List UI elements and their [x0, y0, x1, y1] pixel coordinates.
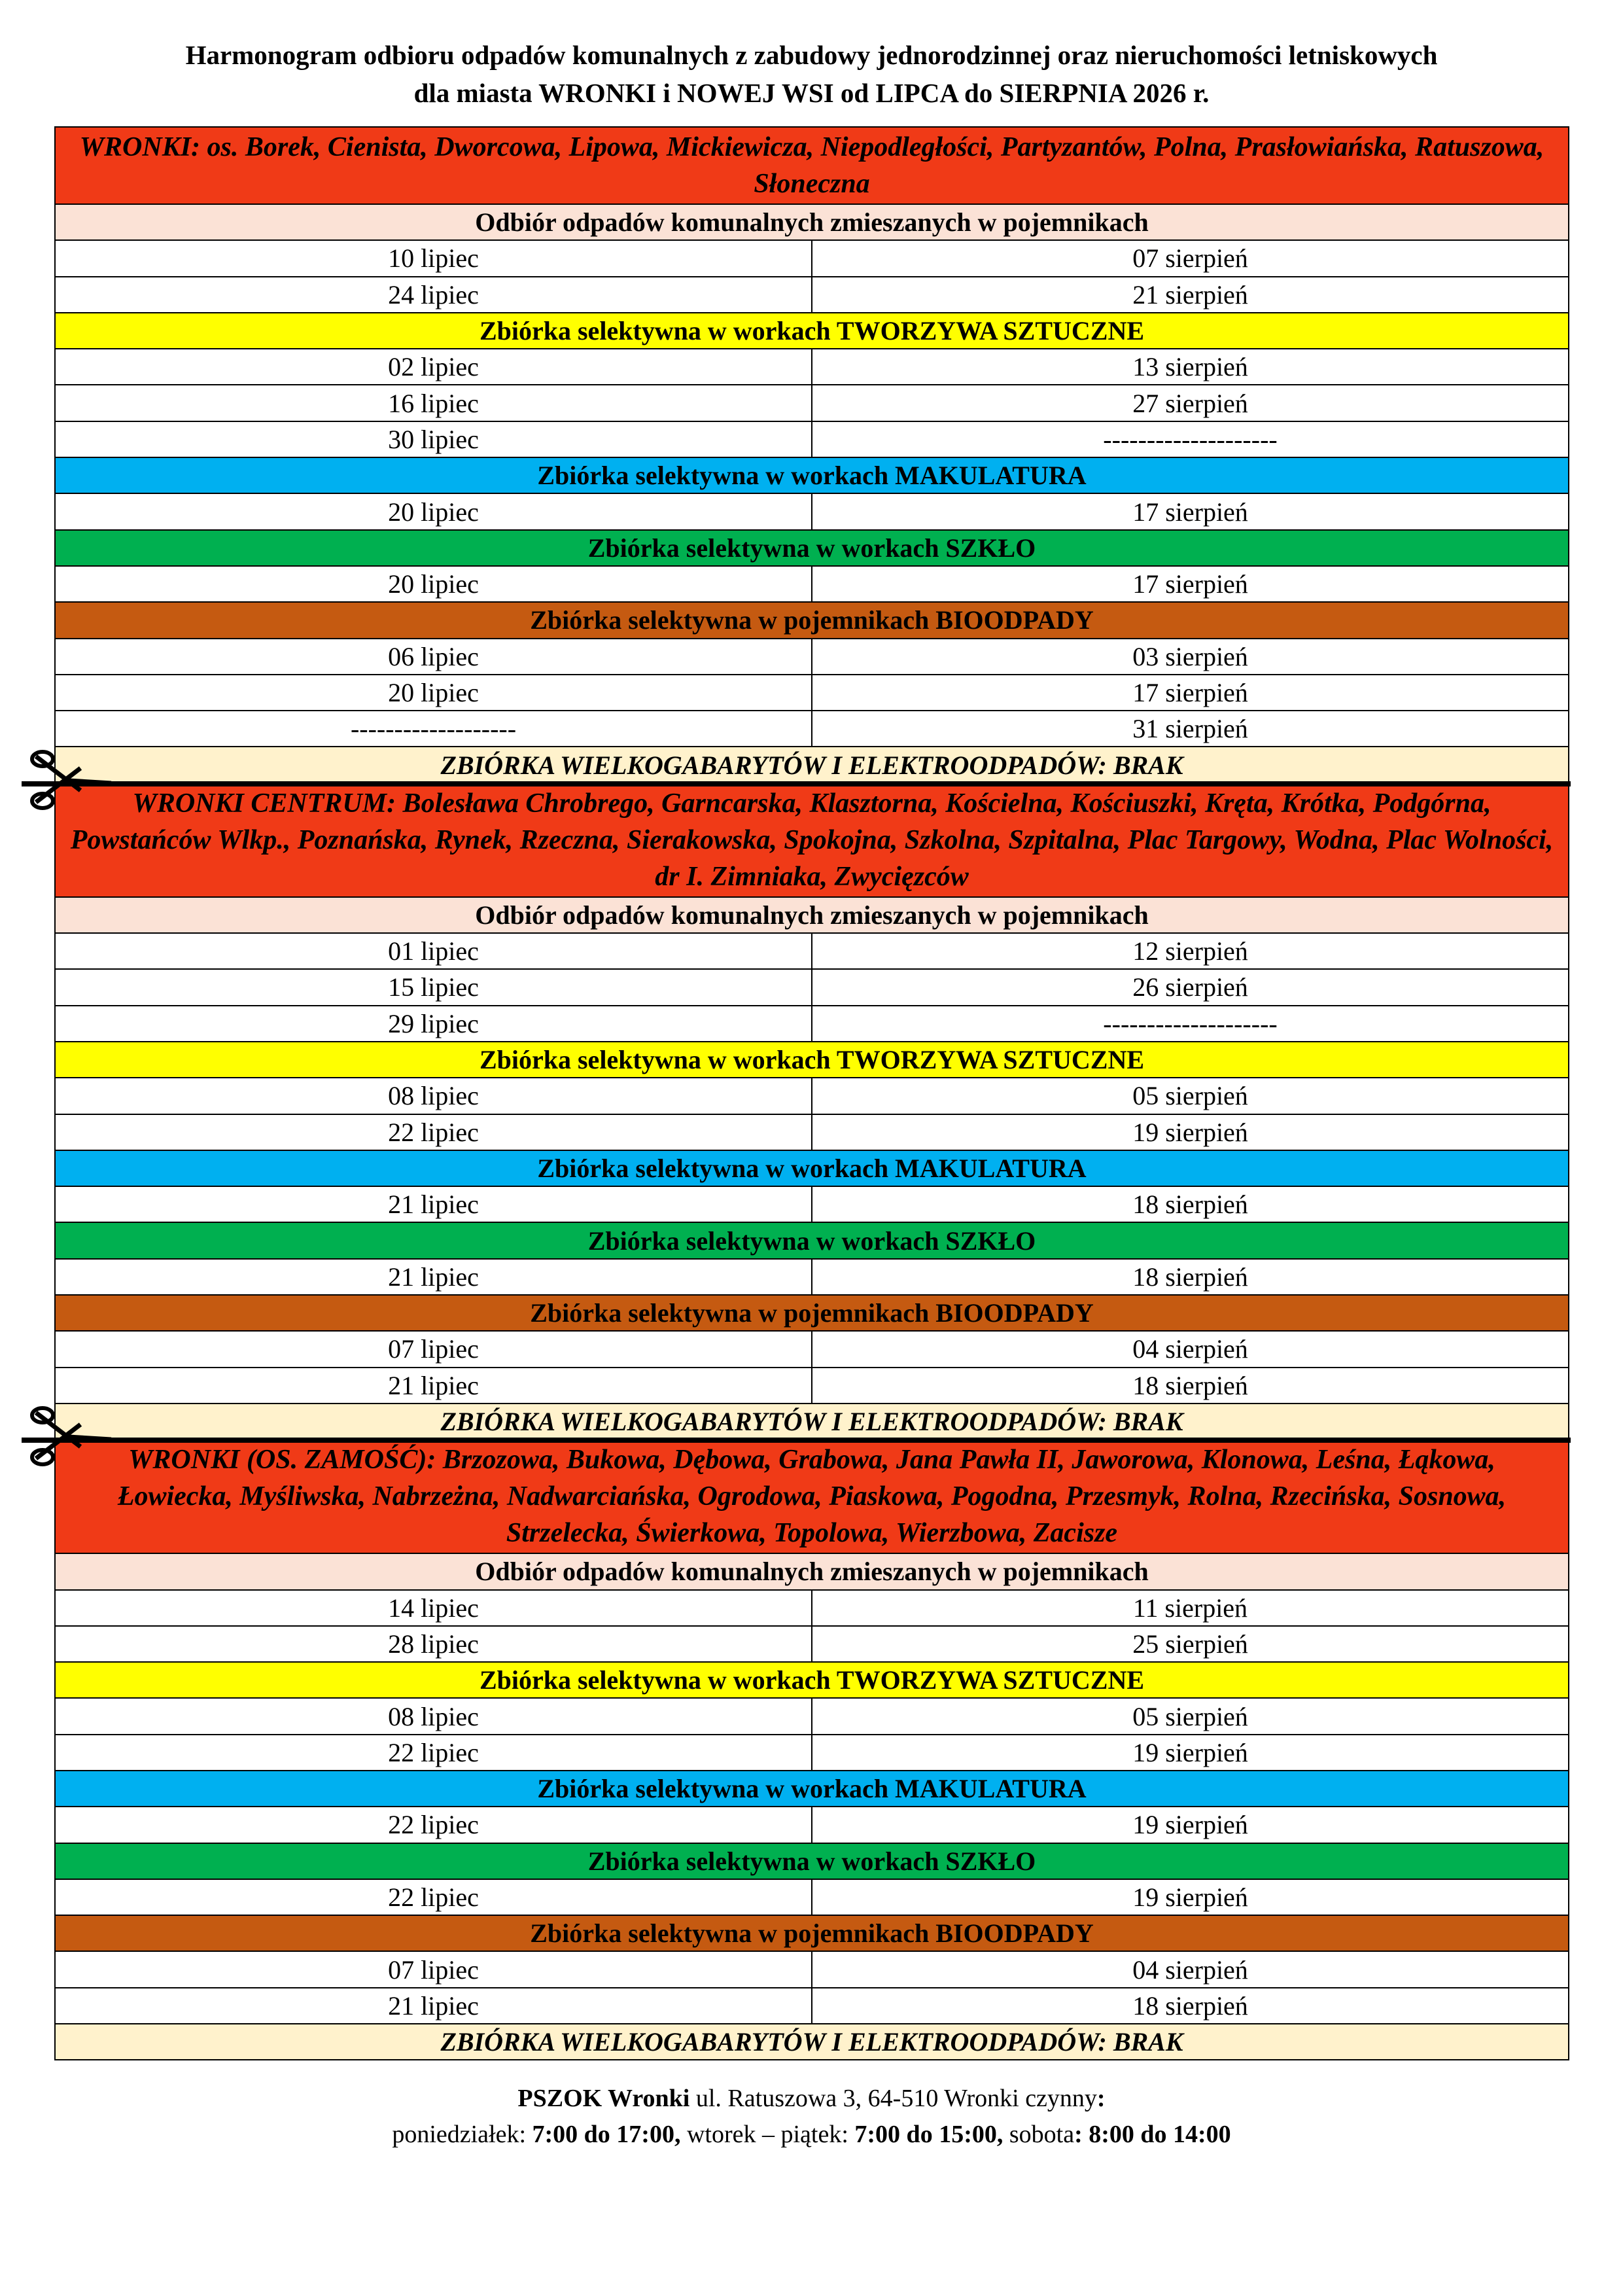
date-row — [54, 1006, 1569, 1042]
category-glass-header: Zbiórka selektywna w workach SZKŁO — [54, 531, 1569, 567]
july-date: 14 lipiec — [56, 1591, 812, 1625]
august-date: 19 sierpień — [1132, 1882, 1248, 1913]
category-glass-header: Zbiórka selektywna w workach SZKŁO — [54, 1844, 1569, 1880]
category-paper-header: Zbiórka selektywna w workach MAKULATURA — [54, 1771, 1569, 1807]
july-date: 30 lipiec — [56, 422, 812, 457]
july-date: 08 lipiec — [56, 1699, 812, 1733]
date-row — [54, 1368, 1569, 1404]
date-row — [54, 1591, 1569, 1627]
category-bio-header: Zbiórka selektywna w pojemnikach BIOODPADY — [54, 603, 1569, 639]
date-row — [54, 1332, 1569, 1368]
august-date: 05 sierpień — [1132, 1081, 1248, 1111]
august-date: 13 sierpień — [1132, 352, 1248, 382]
cut-line — [22, 781, 1571, 786]
august-date: 19 sierpień — [1132, 1810, 1248, 1840]
date-row — [54, 711, 1569, 747]
august-date: -------------------- — [1103, 1008, 1278, 1038]
category-mixed-header: Odbiór odpadów komunalnych zmieszanych w pojemnikach — [54, 205, 1569, 241]
july-date: 10 lipiec — [56, 241, 812, 275]
july-date: 21 lipiec — [56, 1187, 812, 1222]
pszok-name: PSZOK Wronki — [517, 2085, 690, 2112]
july-date: 28 lipiec — [56, 1627, 812, 1661]
august-date: 11 sierpień — [1132, 1593, 1248, 1623]
category-paper-header: Zbiórka selektywna w workach MAKULATURA — [54, 458, 1569, 494]
july-date: 20 lipiec — [56, 675, 812, 710]
august-date: 18 sierpień — [1132, 1370, 1248, 1400]
bulky-waste-row: ZBIÓRKA WIELKOGABARYTÓW I ELEKTROODPADÓW: BRAK — [54, 2024, 1569, 2060]
date-row — [54, 1115, 1569, 1151]
july-date: 21 lipiec — [56, 1368, 812, 1403]
august-date: -------------------- — [1103, 424, 1278, 454]
july-date: 22 lipiec — [56, 1735, 812, 1770]
pszok-address: ul. Ratuszowa 3, 64-510 Wronki czynny — [689, 2085, 1097, 2112]
scissors-icon — [23, 749, 114, 814]
july-date: 21 lipiec — [56, 1260, 812, 1294]
tue-fri-label: wtorek – piątek: — [680, 2121, 855, 2148]
pszok-colon: : — [1096, 2085, 1106, 2112]
august-date: 21 sierpień — [1132, 279, 1248, 309]
date-row — [54, 422, 1569, 458]
area-heading: WRONKI: os. Borek, Cienista, Dworcowa, Lipowa, Mickiewicza, Niepodległości, Partyzantów, Polna, Prasłowiańska, Ratuszowa, Słoneczna — [54, 126, 1569, 205]
pszok-hours-line — [0, 2117, 1623, 2153]
date-row — [54, 494, 1569, 530]
date-row — [54, 1260, 1569, 1296]
date-row — [54, 639, 1569, 675]
category-mixed-header: Odbiór odpadów komunalnych zmieszanych w pojemnikach — [54, 898, 1569, 934]
title-line-1: Harmonogram odbioru odpadów komunalnych z zabudowy jednorodzinnej oraz nieruchomości letniskowych — [185, 40, 1438, 70]
july-date: 22 lipiec — [56, 1115, 812, 1150]
date-row — [54, 1880, 1569, 1916]
august-date: 17 sierpień — [1132, 678, 1248, 707]
august-date: 18 sierpień — [1132, 1262, 1248, 1292]
date-row — [54, 385, 1569, 421]
august-date: 26 sierpień — [1132, 972, 1248, 1002]
august-date: 07 sierpień — [1132, 243, 1248, 274]
august-date: 19 sierpień — [1132, 1737, 1248, 1767]
july-date: 21 lipiec — [56, 1988, 812, 2023]
sat-label: sobota — [1003, 2121, 1075, 2148]
date-row — [54, 1187, 1569, 1223]
august-date: 27 sierpień — [1132, 388, 1248, 418]
august-date: 04 sierpień — [1132, 1334, 1248, 1364]
july-date: 16 lipiec — [56, 385, 812, 420]
august-date: 25 sierpień — [1132, 1629, 1248, 1659]
category-bio-header: Zbiórka selektywna w pojemnikach BIOODPADY — [54, 1296, 1569, 1332]
july-date: 02 lipiec — [56, 349, 812, 384]
date-row — [54, 1807, 1569, 1843]
date-row — [54, 934, 1569, 970]
july-date: 01 lipiec — [56, 934, 812, 968]
category-glass-header: Zbiórka selektywna w workach SZKŁO — [54, 1223, 1569, 1259]
july-date: 22 lipiec — [56, 1880, 812, 1915]
august-date: 04 sierpień — [1132, 1954, 1248, 1985]
bulky-waste-row: ZBIÓRKA WIELKOGABARYTÓW I ELEKTROODPADÓW: BRAK — [54, 1404, 1569, 1440]
august-date: 31 sierpień — [1132, 714, 1248, 744]
pszok-address-line — [0, 2081, 1623, 2117]
august-date: 17 sierpień — [1132, 569, 1248, 599]
date-row — [54, 241, 1569, 277]
date-row — [54, 1078, 1569, 1114]
area-heading: WRONKI CENTRUM: Bolesława Chrobrego, Garncarska, Klasztorna, Kościelna, Kościuszki, Kręta, Krótka, Podgórna, Powstańców Wlkp., Poznańska, Rynek, Rzeczna, Sierakowska, Spokojna, Szkolna, Szpitalna, Plac Targowy, Wodna, Plac Wolności, dr I. Zimniaka, Zwycięzców — [54, 784, 1569, 898]
july-date: 06 lipiec — [56, 639, 812, 674]
date-row — [54, 1699, 1569, 1735]
august-date: 19 sierpień — [1132, 1117, 1248, 1147]
august-date: 18 sierpień — [1132, 1990, 1248, 2021]
category-paper-header: Zbiórka selektywna w workach MAKULATURA — [54, 1151, 1569, 1187]
date-row — [54, 1988, 1569, 2024]
july-date: 07 lipiec — [56, 1952, 812, 1987]
august-date: 18 sierpień — [1132, 1190, 1248, 1220]
mon-hours: 7:00 do 17:00, — [532, 2121, 681, 2148]
category-mixed-header: Odbiór odpadów komunalnych zmieszanych w pojemnikach — [54, 1554, 1569, 1590]
august-date: 03 sierpień — [1132, 641, 1248, 671]
scissors-icon — [23, 1405, 114, 1470]
july-date: 15 lipiec — [56, 970, 812, 1004]
schedule-table — [54, 126, 1569, 2060]
july-date: 24 lipiec — [56, 277, 812, 312]
area-heading: WRONKI (OS. ZAMOŚĆ): Brzozowa, Bukowa, Dębowa, Grabowa, Jana Pawła II, Jaworowa, Klonowa, Leśna, Łąkowa, Łowiecka, Myśliwska, Nabrzeżna, Nadwarciańska, Ogrodowa, Piaskowa, Pogodna, Przesmyk, Rolna, Rzecińska, Sosnowa, Strzelecka, Świerkowa, Topolowa, Wierzbowa, Zacisze — [54, 1440, 1569, 1554]
july-date: 20 lipiec — [56, 494, 812, 529]
date-row — [54, 1952, 1569, 1988]
category-plastic-header: Zbiórka selektywna w workach TWORZYWA SZTUCZNE — [54, 313, 1569, 349]
july-date: 22 lipiec — [56, 1807, 812, 1842]
august-date: 12 sierpień — [1132, 936, 1248, 966]
july-date: ------------------- — [56, 711, 812, 746]
july-date: 29 lipiec — [56, 1006, 812, 1041]
july-date: 08 lipiec — [56, 1078, 812, 1113]
sat-hours: : 8:00 do 14:00 — [1074, 2121, 1231, 2148]
july-date: 07 lipiec — [56, 1332, 812, 1366]
category-plastic-header: Zbiórka selektywna w workach TWORZYWA SZTUCZNE — [54, 1663, 1569, 1699]
date-row — [54, 349, 1569, 385]
document-title — [0, 36, 1623, 112]
date-row — [54, 970, 1569, 1006]
date-row — [54, 1627, 1569, 1663]
pszok-info — [0, 2081, 1623, 2153]
category-plastic-header: Zbiórka selektywna w workach TWORZYWA SZTUCZNE — [54, 1042, 1569, 1078]
august-date: 05 sierpień — [1132, 1701, 1248, 1731]
category-bio-header: Zbiórka selektywna w pojemnikach BIOODPADY — [54, 1916, 1569, 1952]
tue-fri-hours: 7:00 do 15:00, — [854, 2121, 1003, 2148]
august-date: 17 sierpień — [1132, 497, 1248, 527]
date-row — [54, 675, 1569, 711]
mon-label: poniedziałek: — [392, 2121, 532, 2148]
title-line-2: dla miasta WRONKI i NOWEJ WSI od LIPCA do SIERPNIA 2026 r. — [413, 78, 1210, 108]
july-date: 20 lipiec — [56, 567, 812, 601]
cut-line — [22, 1438, 1571, 1443]
bulky-waste-row: ZBIÓRKA WIELKOGABARYTÓW I ELEKTROODPADÓW: BRAK — [54, 747, 1569, 783]
date-row — [54, 1735, 1569, 1771]
date-row — [54, 277, 1569, 313]
date-row — [54, 567, 1569, 603]
